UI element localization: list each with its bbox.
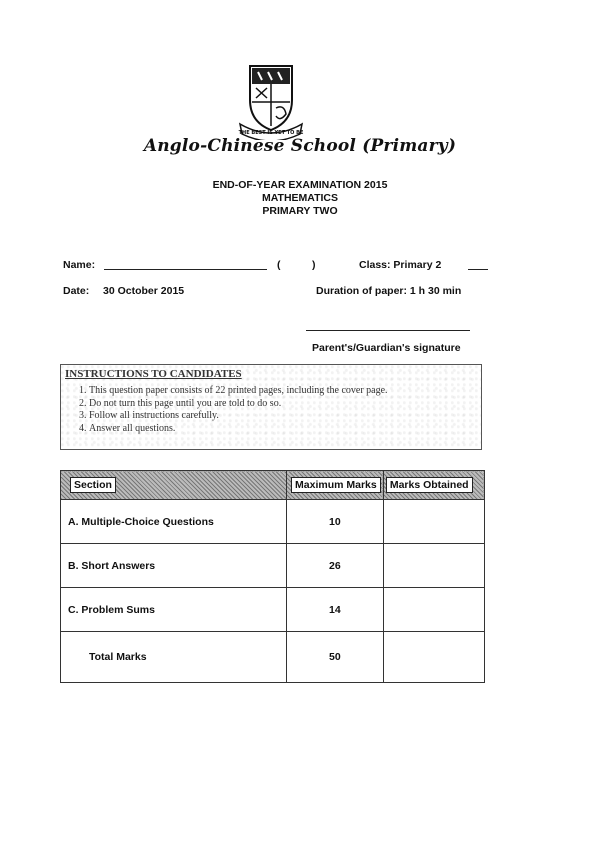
total-row xyxy=(61,632,485,683)
table-header-row xyxy=(61,471,485,500)
instruction-item: 3. Follow all instructions carefully. xyxy=(89,410,388,423)
level-title: PRIMARY TWO xyxy=(262,205,338,217)
marks-obtained-cell[interactable] xyxy=(383,588,484,632)
index-paren-close: ) xyxy=(312,259,316,271)
signature-label: Parent's/Guardian's signature xyxy=(312,342,461,354)
section-name: A. Multiple-Choice Questions xyxy=(61,500,287,544)
table-row xyxy=(61,544,485,588)
section-name: B. Short Answers xyxy=(61,544,287,588)
school-name: Anglo-Chinese School (Primary) xyxy=(143,136,457,156)
instruction-item: 4. Answer all questions. xyxy=(89,423,388,436)
date-label: Date: xyxy=(63,285,90,297)
header-section: Section xyxy=(70,477,116,493)
marks-obtained-cell[interactable] xyxy=(383,544,484,588)
marks-table xyxy=(60,470,485,683)
name-label: Name: xyxy=(63,259,96,271)
name-field[interactable] xyxy=(104,257,267,270)
instruction-item: 2. Do not turn this page until you are told to do so. xyxy=(89,398,388,411)
total-max-marks: 50 xyxy=(286,632,383,683)
section-name: C. Problem Sums xyxy=(61,588,287,632)
school-crest-icon xyxy=(238,60,304,140)
exam-title: END-OF-YEAR EXAMINATION 2015 xyxy=(212,179,388,191)
instructions-title: INSTRUCTIONS TO CANDIDATES xyxy=(65,368,242,380)
crest-motto: THE BEST IS YET TO BE xyxy=(238,130,304,136)
instructions-box xyxy=(60,364,482,450)
instructions-list xyxy=(67,385,388,435)
duration-label: Duration of paper: 1 h 30 min xyxy=(316,285,462,297)
date-value: 30 October 2015 xyxy=(103,285,185,297)
header-marks-obtained: Marks Obtained xyxy=(386,477,473,493)
max-marks: 26 xyxy=(286,544,383,588)
class-field[interactable] xyxy=(468,257,488,270)
subject-title: MATHEMATICS xyxy=(261,192,339,204)
marks-obtained-cell[interactable] xyxy=(383,500,484,544)
max-marks: 14 xyxy=(286,588,383,632)
header-maximum-marks: Maximum Marks xyxy=(291,477,381,493)
table-row xyxy=(61,500,485,544)
index-paren-open: ( xyxy=(277,259,281,271)
table-row xyxy=(61,588,485,632)
signature-line[interactable] xyxy=(306,318,470,331)
total-obtained-cell[interactable] xyxy=(383,632,484,683)
instruction-item: 1. This question paper consists of 22 printed pages, including the cover page. xyxy=(89,385,388,398)
max-marks: 10 xyxy=(286,500,383,544)
total-label: Total Marks xyxy=(61,632,287,683)
class-label: Class: Primary 2 xyxy=(359,259,442,271)
